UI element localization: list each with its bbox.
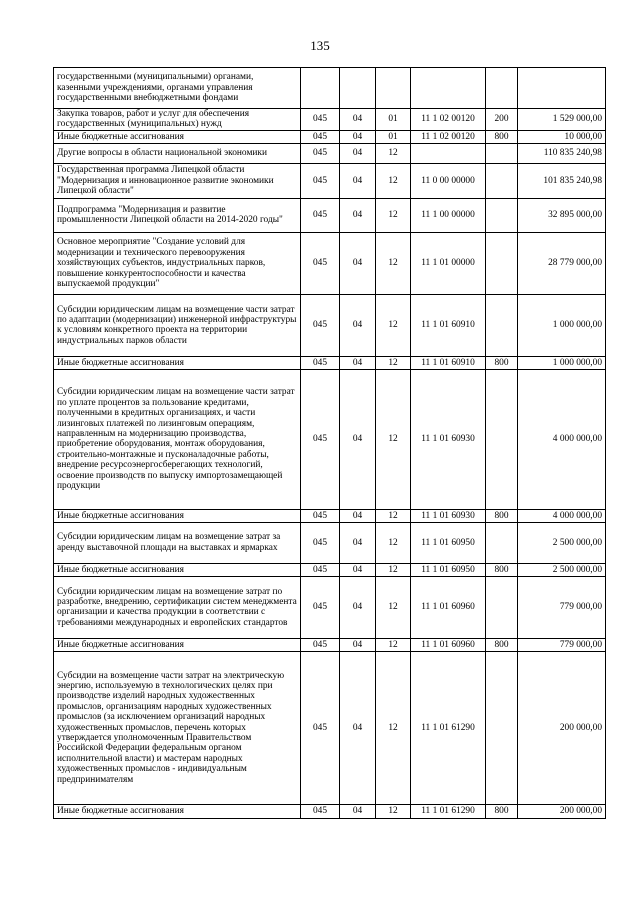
row-name: Субсидии юридическим лицам на возмещение затрат за аренду выставочной площади на выставках и ярмарках (54, 522, 301, 563)
row-amount: 779 000,00 (518, 638, 606, 651)
row-subsection-code (376, 68, 411, 109)
row-name: Иные бюджетные ассигнования (54, 804, 301, 818)
table-row (54, 638, 606, 651)
row-ved-code: 045 (301, 232, 340, 294)
table-row (54, 369, 606, 509)
row-name: Иные бюджетные ассигнования (54, 509, 301, 522)
row-subsection-code: 12 (376, 509, 411, 522)
row-ved-code: 045 (301, 563, 340, 576)
row-section-code: 04 (340, 651, 376, 804)
row-amount: 1 000 000,00 (518, 294, 606, 356)
table-row (54, 163, 606, 198)
row-name: Основное мероприятие "Создание условий для модернизации и технического перевооружения хозяйствующих субъектов, индустриальных парков, повышение конкурентоспособности и качества выпускаемой продукции" (54, 232, 301, 294)
row-target-article: 11 1 01 60930 (411, 369, 486, 509)
row-subsection-code: 12 (376, 563, 411, 576)
row-target-article: 11 0 00 00000 (411, 163, 486, 198)
row-target-article: 11 1 01 60910 (411, 356, 486, 369)
row-amount: 10 000,00 (518, 130, 606, 143)
row-subsection-code: 12 (376, 522, 411, 563)
row-name: Другие вопросы в области национальной экономики (54, 143, 301, 163)
row-subsection-code: 12 (376, 143, 411, 163)
page-number: 135 (310, 38, 330, 53)
row-subsection-code: 12 (376, 356, 411, 369)
row-amount: 101 835 240,98 (518, 163, 606, 198)
row-subsection-code: 01 (376, 109, 411, 131)
row-amount: 200 000,00 (518, 804, 606, 818)
row-name: государственными (муниципальными) органами, казенными учреждениями, органами управления государственными внебюджетными фондами (54, 68, 301, 109)
table-row (54, 509, 606, 522)
row-section-code: 04 (340, 143, 376, 163)
row-ved-code: 045 (301, 356, 340, 369)
row-section-code: 04 (340, 576, 376, 638)
row-ved-code: 045 (301, 369, 340, 509)
row-name: Государственная программа Липецкой области "Модернизация и инновационное развитие экономики Липецкой области" (54, 163, 301, 198)
row-expense-type (486, 232, 518, 294)
row-target-article: 11 1 01 60930 (411, 509, 486, 522)
row-amount: 110 835 240,98 (518, 143, 606, 163)
row-expense-type: 800 (486, 356, 518, 369)
table-row (54, 563, 606, 576)
row-target-article: 11 1 01 61290 (411, 651, 486, 804)
row-expense-type (486, 369, 518, 509)
row-subsection-code: 12 (376, 232, 411, 294)
budget-table (53, 67, 606, 819)
row-ved-code: 045 (301, 163, 340, 198)
row-expense-type (486, 294, 518, 356)
row-name: Субсидии юридическим лицам на возмещение части затрат по адаптации (модернизации) инженерной инфраструктуры к условиям конкретного проекта на территории индустриальных парков области (54, 294, 301, 356)
row-section-code (340, 68, 376, 109)
row-name: Подпрограмма "Модернизация и развитие промышленности Липецкой области на 2014-2020 годы" (54, 198, 301, 232)
row-section-code: 04 (340, 563, 376, 576)
row-amount: 779 000,00 (518, 576, 606, 638)
row-subsection-code: 01 (376, 130, 411, 143)
row-name: Субсидии юридическим лицам на возмещение затрат по разработке, внедрению, сертификации систем менеджмента организации и качества продукции в соответствии с требованиями международных и европейских стандартов (54, 576, 301, 638)
row-amount: 4 000 000,00 (518, 509, 606, 522)
row-expense-type: 800 (486, 804, 518, 818)
row-expense-type (486, 522, 518, 563)
row-section-code: 04 (340, 294, 376, 356)
row-section-code: 04 (340, 198, 376, 232)
row-target-article: 11 1 00 00000 (411, 198, 486, 232)
table-row (54, 109, 606, 131)
row-target-article: 11 1 01 60950 (411, 563, 486, 576)
table-body (54, 68, 606, 819)
row-name: Иные бюджетные ассигнования (54, 356, 301, 369)
row-expense-type (486, 198, 518, 232)
table-row (54, 576, 606, 638)
row-target-article: 11 1 02 00120 (411, 130, 486, 143)
row-ved-code: 045 (301, 651, 340, 804)
row-amount: 4 000 000,00 (518, 369, 606, 509)
row-name: Закупка товаров, работ и услуг для обеспечения государственных (муниципальных) нужд (54, 109, 301, 131)
row-ved-code: 045 (301, 130, 340, 143)
row-section-code: 04 (340, 232, 376, 294)
table-row (54, 130, 606, 143)
row-ved-code: 045 (301, 198, 340, 232)
row-target-article: 11 1 01 00000 (411, 232, 486, 294)
row-section-code: 04 (340, 163, 376, 198)
row-expense-type (486, 163, 518, 198)
row-section-code: 04 (340, 369, 376, 509)
row-section-code: 04 (340, 130, 376, 143)
row-ved-code: 045 (301, 638, 340, 651)
row-subsection-code: 12 (376, 651, 411, 804)
row-amount: 2 500 000,00 (518, 522, 606, 563)
row-section-code: 04 (340, 804, 376, 818)
table-row (54, 232, 606, 294)
row-name: Субсидии юридическим лицам на возмещение части затрат по уплате процентов за пользование кредитами, полученными в кредитных организациях, и части лизинговых платежей по лизинговым операциям, направленным на модернизацию производства, приобретение оборудования, монтаж оборудования, строительно-монтажные и пусконаладочные работы, внедрение ресурсоэнергосберегающих технологий, освоение производств по выпуску импортозамещающей продукции (54, 369, 301, 509)
row-section-code: 04 (340, 522, 376, 563)
row-ved-code: 045 (301, 143, 340, 163)
table-row (54, 68, 606, 109)
row-ved-code (301, 68, 340, 109)
row-subsection-code: 12 (376, 804, 411, 818)
row-target-article: 11 1 01 60960 (411, 638, 486, 651)
row-section-code: 04 (340, 356, 376, 369)
row-name: Субсидии на возмещение части затрат на электрическую энергию, используемую в технологических целях при производстве изделий народных художественных промыслов, организациям народных художественных промыслов (за исключением организаций народных художественных промыслов, перечень которых утверждается уполномоченным Правительством Российской Федерации федеральным органом исполнительной власти) и мастерам народных художественных промыслов - индивидуальным предпринимателям (54, 651, 301, 804)
row-target-article (411, 143, 486, 163)
row-subsection-code: 12 (376, 576, 411, 638)
row-section-code: 04 (340, 509, 376, 522)
table-row (54, 294, 606, 356)
table-row (54, 804, 606, 818)
row-target-article: 11 1 01 61290 (411, 804, 486, 818)
row-subsection-code: 12 (376, 163, 411, 198)
row-expense-type: 800 (486, 130, 518, 143)
row-target-article: 11 1 01 60950 (411, 522, 486, 563)
row-expense-type: 800 (486, 509, 518, 522)
row-name: Иные бюджетные ассигнования (54, 638, 301, 651)
row-amount: 32 895 000,00 (518, 198, 606, 232)
table-row (54, 651, 606, 804)
row-subsection-code: 12 (376, 369, 411, 509)
row-amount: 2 500 000,00 (518, 563, 606, 576)
row-amount: 1 000 000,00 (518, 356, 606, 369)
row-expense-type: 800 (486, 563, 518, 576)
row-expense-type: 800 (486, 638, 518, 651)
row-section-code: 04 (340, 638, 376, 651)
table-row (54, 143, 606, 163)
row-ved-code: 045 (301, 522, 340, 563)
row-target-article: 11 1 02 00120 (411, 109, 486, 131)
row-amount (518, 68, 606, 109)
row-expense-type (486, 576, 518, 638)
row-ved-code: 045 (301, 509, 340, 522)
row-section-code: 04 (340, 109, 376, 131)
row-amount: 200 000,00 (518, 651, 606, 804)
row-target-article: 11 1 01 60910 (411, 294, 486, 356)
row-expense-type (486, 68, 518, 109)
row-name: Иные бюджетные ассигнования (54, 130, 301, 143)
table-row (54, 198, 606, 232)
row-amount: 1 529 000,00 (518, 109, 606, 131)
row-amount: 28 779 000,00 (518, 232, 606, 294)
row-expense-type (486, 143, 518, 163)
table-row (54, 356, 606, 369)
row-target-article: 11 1 01 60960 (411, 576, 486, 638)
table-row (54, 522, 606, 563)
row-ved-code: 045 (301, 294, 340, 356)
row-target-article (411, 68, 486, 109)
row-subsection-code: 12 (376, 294, 411, 356)
row-name: Иные бюджетные ассигнования (54, 563, 301, 576)
row-expense-type: 200 (486, 109, 518, 131)
row-subsection-code: 12 (376, 638, 411, 651)
row-ved-code: 045 (301, 109, 340, 131)
row-expense-type (486, 651, 518, 804)
row-ved-code: 045 (301, 804, 340, 818)
row-ved-code: 045 (301, 576, 340, 638)
row-subsection-code: 12 (376, 198, 411, 232)
